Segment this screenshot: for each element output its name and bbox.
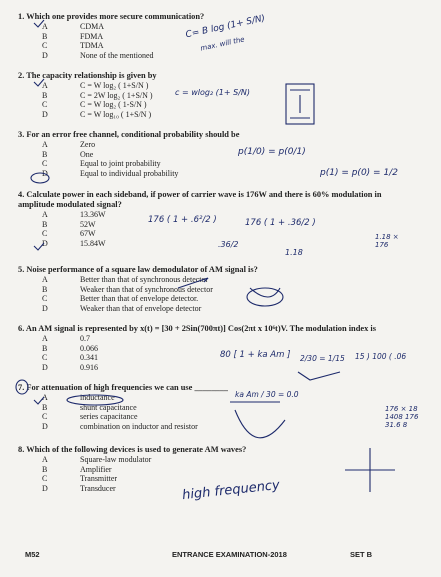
option-a: A C = W log₂ ( 1+S/N ) <box>42 81 149 90</box>
option-c: C Better than that of envelope detector. <box>42 294 199 304</box>
handwritten-note: .36/2 <box>218 240 239 249</box>
footer-code: M52 <box>25 550 40 559</box>
handwritten-note: 80 [ 1 + ka Am ] <box>220 350 291 360</box>
question-stem: 6. An AM signal is represented by x(t) = [30 + 2Sin(700πt)] Cos(2πt x 10⁶t)V. The modulation index is <box>18 324 376 333</box>
answer-tick <box>34 79 44 86</box>
answer-circle <box>31 173 49 183</box>
handwritten-note: c = wlog₂ (1+ S/N) <box>175 88 251 97</box>
option-c: C TDMA <box>42 41 104 51</box>
option-c: C series capacitance <box>42 412 138 422</box>
option-b: B Amplifier <box>42 464 112 474</box>
answer-tick <box>34 397 44 404</box>
answer-circle <box>67 395 123 405</box>
handwritten-note: p(1) = p(0) = 1/2 <box>320 168 398 178</box>
option-d: D Transducer <box>42 483 116 493</box>
option-c: C C = W log₂ ( 1-S/N ) <box>42 100 147 110</box>
option-d: D 15.84W <box>42 238 106 248</box>
handwritten-note: max. will the <box>199 35 246 53</box>
option-d: D combination on inductor and resistor <box>42 421 198 431</box>
handwritten-note: 1.18 <box>285 248 303 257</box>
answer-circle <box>16 380 28 394</box>
question-stem: 7. For attenuation of high frequencies we can use ________ <box>18 383 228 392</box>
question-stem: 8. Which of the following devices is used to generate AM waves? <box>18 445 247 454</box>
option-b: B shunt capacitance <box>42 402 137 412</box>
question-stem: 1. Which one provides more secure communication? <box>18 12 205 21</box>
option-d: D Equal to individual probability <box>42 168 179 178</box>
answer-tick <box>34 20 44 27</box>
question-stem: 2. The capacity relationship is given by <box>18 71 157 80</box>
handwritten-note: 1.18 × 176 <box>375 233 399 249</box>
handwritten-note: p(1/0) = p(0/1) <box>238 147 306 157</box>
handwritten-note: 176 ( 1 + .6²/2 ) <box>148 215 217 225</box>
option-a: A Square-law modulator <box>42 455 152 464</box>
option-b: B 0.066 <box>42 343 98 353</box>
footer-title: ENTRANCE EXAMINATION-2018 <box>172 550 287 559</box>
option-a: A Zero <box>42 140 96 149</box>
option-c: C 0.341 <box>42 353 98 363</box>
option-a: A CDMA <box>42 22 105 31</box>
option-c: C Equal to joint probability <box>42 159 161 169</box>
handwritten-note: 15 ) 100 ( .06 <box>355 352 407 361</box>
option-b: B 52W <box>42 219 96 229</box>
option-c: C Transmitter <box>42 474 118 484</box>
option-b: B One <box>42 149 94 159</box>
handwritten-note: 176 ( 1 + .36/2 ) <box>245 218 316 228</box>
question-stem: 3. For an error free channel, conditional probability should be <box>18 130 240 139</box>
footer-set: SET B <box>350 550 373 559</box>
question-stem: 4. Calculate power in each sideband, if power of carrier wave is 176W and there is 60% modulation in amplitude modulated signal? <box>18 190 382 209</box>
option-d: D C = W log₁₀ ( 1+S/N ) <box>42 109 152 119</box>
option-b: B FDMA <box>42 31 104 41</box>
option-c: C 67W <box>42 229 96 239</box>
answer-tick <box>34 243 44 250</box>
option-d: D None of the mentioned <box>42 50 154 60</box>
handwritten-note: ka Am / 30 = 0.0 <box>235 390 299 399</box>
handwritten-note: C= B log (1+ S/N) <box>184 13 267 41</box>
option-a: A Better than that of synchronous detector <box>42 275 209 284</box>
handwritten-note: 176 × 18 1408 176 31.6 8 <box>385 405 419 429</box>
option-a: A 0.7 <box>42 334 90 343</box>
option-a: A 13.36W <box>42 210 106 219</box>
handwritten-note: 2/30 = 1/15 <box>300 354 345 363</box>
question-stem: 5. Noise performance of a square law demodulator of AM signal is? <box>18 265 258 274</box>
option-a: A inductance <box>42 393 115 402</box>
option-d: D Weaker than that of envelope detector <box>42 303 202 313</box>
option-b: B C = 2W log₂ ( 1+S/N ) <box>42 90 153 100</box>
option-d: D 0.916 <box>42 362 98 372</box>
option-b: B Weaker than that of synchronous detector <box>42 284 213 294</box>
handwritten-answer: high frequency <box>181 477 281 504</box>
